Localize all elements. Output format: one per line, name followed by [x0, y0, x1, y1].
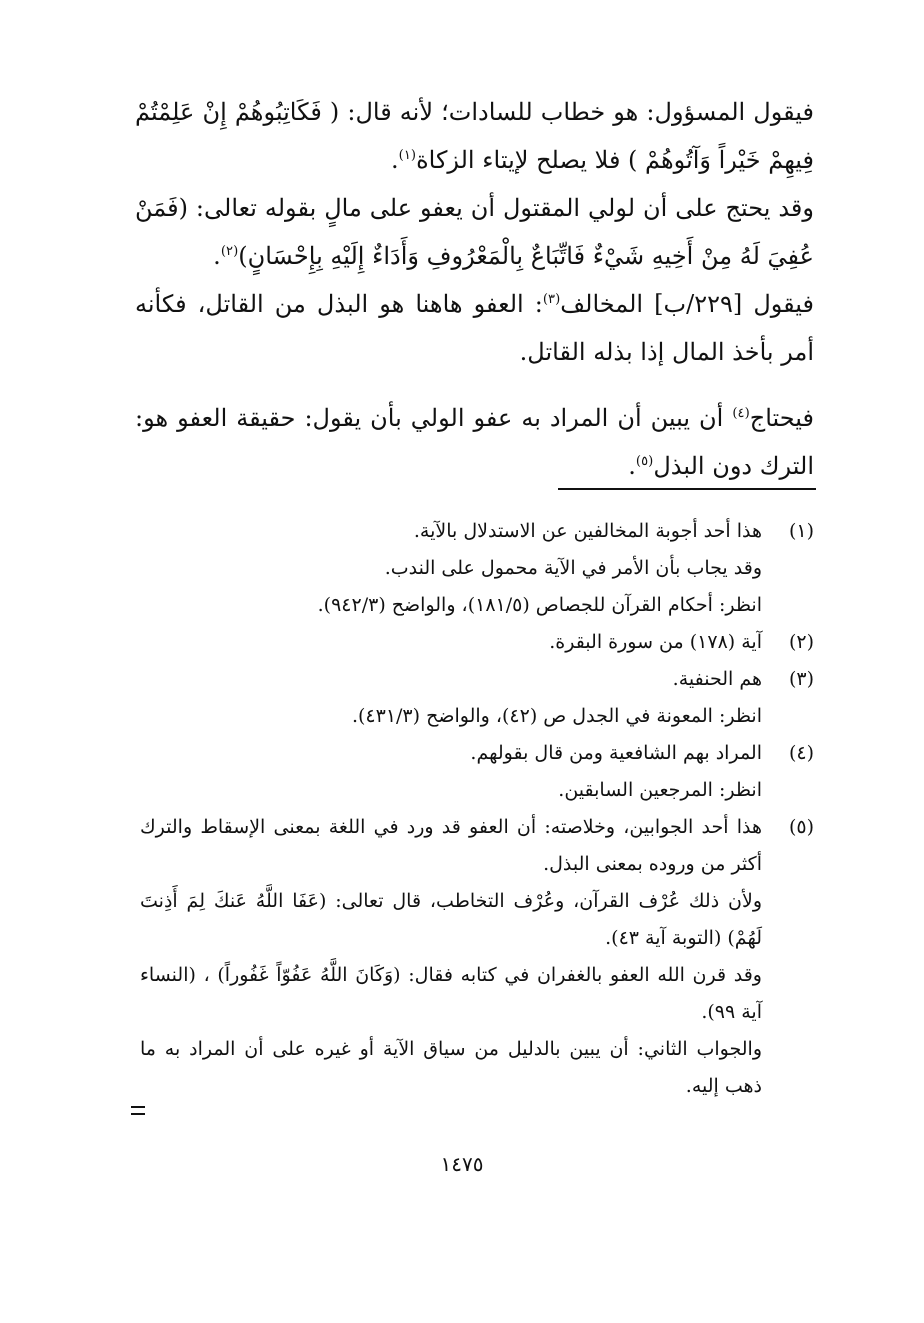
footnote-line: ولأن ذلك عُرْف القرآن، وعُرْف التخاطب، قال تعالى: (عَفَا اللَّهُ عَنكَ لِمَ أَذِنتَ لَهُمْ) (التوبة آية ٤٣).: [140, 890, 762, 949]
footnote-3: [140, 661, 814, 735]
footnote-number: (٣): [788, 668, 814, 690]
paragraph-3-text-a: فيقول [٢٢٩/ب] المخالف: [560, 290, 815, 318]
footnote-body: [140, 735, 762, 809]
footnote-5: [140, 809, 814, 1031]
footnote-number: (٢): [788, 631, 814, 653]
footnote-number: (٥): [788, 816, 814, 838]
paragraph-1: [135, 88, 814, 184]
paragraph-4: [135, 394, 814, 490]
footnote-line: هم الحنفية.: [672, 668, 762, 690]
footnote-ref-4[interactable]: (٤): [732, 406, 750, 421]
paragraph-3-text-b: : العفو هاهنا هو البذل من القاتل، فكأنه أمر بأخذ المال إذا بذله القاتل.: [135, 290, 814, 366]
footnote-line: انظر: المعونة في الجدل ص (٤٢)، والواضح (٤٣١/٣).: [351, 705, 762, 727]
footnote-line: انظر: أحكام القرآن للجصاص (١٨١/٥)، والواضح (٩٤٢/٣).: [317, 594, 762, 616]
paragraph-1-text: فيقول المسؤول: هو خطاب للسادات؛ لأنه قال: ( فَكَاتِبُوهُمْ إِنْ عَلِمْتُمْ فِيهِمْ خَيْراً وَآتُوهُمْ ) فلا يصلح لإيتاء الزكاة: [135, 98, 815, 174]
footnote-line: آية (١٧٨) من سورة البقرة.: [549, 631, 762, 653]
footnote-ref-2[interactable]: (٢): [220, 244, 239, 259]
footnote-line: المراد بهم الشافعية ومن قال بقولهم.: [470, 742, 762, 764]
continued-mark: [131, 1106, 145, 1115]
footnote-line: هذا أحد الجوابين، وخلاصته: أن العفو قد ورد في اللغة بمعنى الإسقاط والترك أكثر من وروده بمعنى البذل.: [140, 816, 762, 875]
paragraph-1-end: .: [391, 146, 399, 174]
paragraph-2: [135, 184, 814, 280]
main-text: [135, 88, 814, 490]
footnote-ref-5[interactable]: (٥): [635, 454, 654, 469]
footnote-4: [140, 735, 814, 809]
footnote-2: [140, 624, 814, 661]
footnote-body: [140, 624, 762, 661]
paragraph-4-end: .: [628, 452, 636, 480]
footnote-body: [140, 809, 762, 1031]
footnote-separator: [558, 488, 816, 490]
page-number: ١٤٧٥: [440, 1152, 484, 1176]
footnote-1: [140, 513, 814, 624]
footnote-ref-1[interactable]: (١): [398, 148, 417, 163]
footnote-body: [140, 661, 762, 735]
footnote-5-continuation: والجواب الثاني: أن يبين بالدليل من سياق الآية أو غيره على أن المراد به ما ذهب إليه.: [140, 1038, 762, 1097]
footnote-line: وقد قرن الله العفو بالغفران في كتابه فقال: (وَكَانَ اللَّهُ عَفُوّاً غَفُوراً) ، (النساء آية ٩٩).: [140, 964, 762, 1023]
footnote-line: وقد يجاب بأن الأمر في الآية محمول على الندب.: [384, 557, 762, 579]
paragraph-2-end: .: [213, 242, 221, 270]
footnote-ref-3[interactable]: (٣): [542, 292, 561, 307]
paragraph-4-text-b: أن يبين أن المراد به عفو الولي بأن يقول: حقيقة العفو هو: الترك دون البذل: [135, 404, 814, 480]
paragraph-2-text: وقد يحتج على أن لولي المقتول أن يعفو على مالٍ بقوله تعالى: (فَمَنْ عُفِيَ لَهُ مِنْ أَخِيهِ شَيْءٌ فَاتِّبَاعٌ بِالْمَعْرُوفِ وَأَدَاءٌ إِلَيْهِ بِإِحْسَانٍ): [135, 194, 814, 270]
footnotes: [140, 513, 814, 1105]
paragraph-4-text-a: فيحتاج: [749, 404, 814, 432]
footnote-number: (١): [788, 520, 814, 542]
footnote-line: انظر: المرجعين السابقين.: [558, 779, 762, 801]
footnote-line: هذا أحد أجوبة المخالفين عن الاستدلال بالآية.: [413, 520, 762, 542]
footnote-body: [140, 513, 762, 624]
footnote-number: (٤): [788, 742, 814, 764]
paragraph-3: [135, 280, 814, 376]
